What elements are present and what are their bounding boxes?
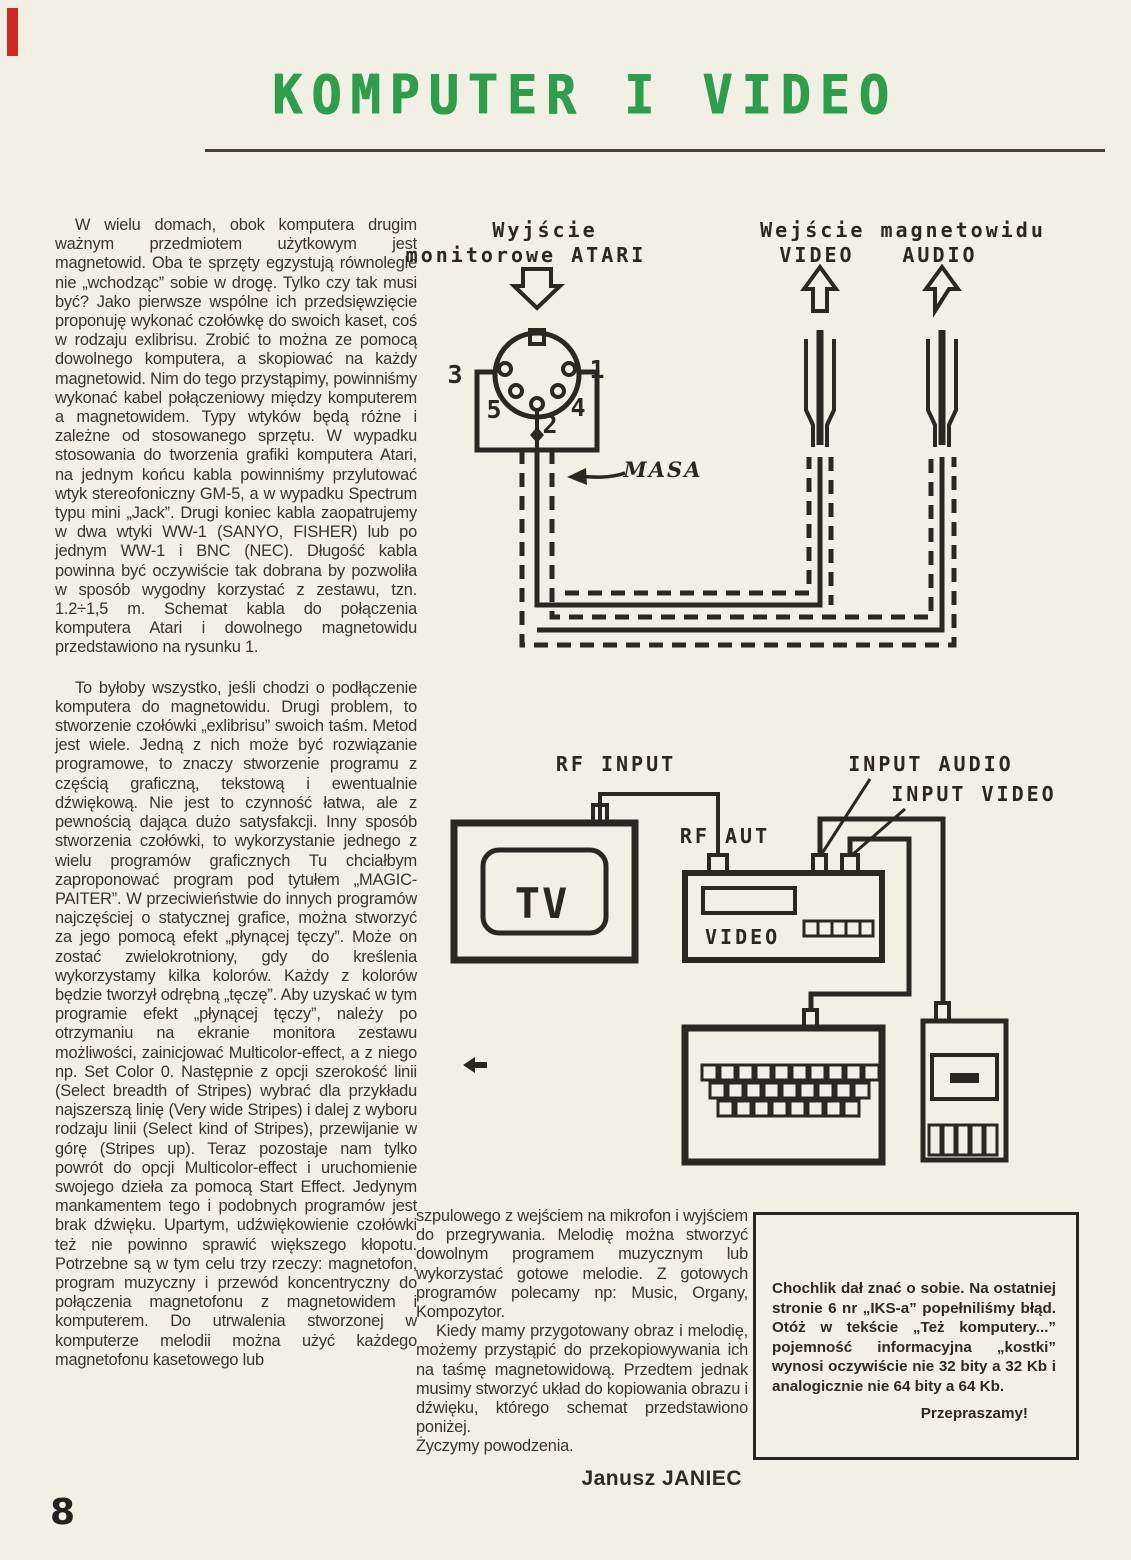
keyboard-keys	[702, 1065, 879, 1116]
pin-number: 4	[570, 393, 586, 422]
masa-ground-label: MASA	[623, 457, 703, 482]
pin-number: 5	[486, 395, 502, 424]
input-audio-label: INPUT AUDIO	[848, 752, 1014, 776]
paragraph: szpulowego z wejściem na mikrofon i wyjściem do przegrywania. Melodię można stworzyć dowolnym programem muzycznym lub wykorzystać gotowe melodie. Z gotowych programów polecamy np: Music, Organy, Kompozytor.	[416, 1207, 748, 1322]
vcr-buttons	[804, 921, 873, 936]
tv-label: TV	[514, 879, 570, 928]
masa-arrowhead	[567, 468, 587, 485]
video-label: VIDEO	[779, 243, 855, 267]
atari-output-label-line1: Wyjście	[492, 218, 598, 242]
middle-column	[416, 1207, 748, 1488]
pin-number: 1	[589, 355, 605, 384]
page-title: KOMPUTER I VIDEO	[272, 63, 898, 127]
cassette-slot	[950, 1073, 979, 1083]
page-number: 8	[50, 1492, 76, 1533]
arrow-up-icon	[804, 267, 836, 311]
video-pointer-line	[852, 809, 905, 855]
vcr-display	[703, 888, 795, 913]
paragraph: Kiedy mamy przygotowany obraz i melodię, możemy przystąpić do przekopiowywania ich na taśmę magnetowidową. Przedtem jednak musimy stworzyć układ do kopiowania obrazu i dźwięku, którego schemat przedstawiono poniżej.	[416, 1322, 748, 1437]
title-rule	[205, 149, 1105, 152]
video-plug-shell	[827, 339, 834, 447]
red-registration-mark	[7, 8, 18, 56]
video-plug-shell	[806, 339, 813, 447]
copy-setup-diagram	[440, 735, 1090, 1175]
arrow-up-icon	[926, 267, 958, 311]
audio-label: AUDIO	[902, 243, 978, 267]
cassette-socket	[936, 1003, 949, 1021]
arrow-left-tail	[475, 1062, 487, 1068]
audio-plug-shell	[928, 339, 935, 447]
pin-number: 2	[542, 410, 558, 439]
cassette-buttons	[929, 1125, 997, 1155]
erratum-box	[753, 1212, 1079, 1460]
input-video-label: INPUT VIDEO	[891, 782, 1057, 806]
erratum-closing: Przepraszamy!	[920, 1405, 1028, 1422]
rf-input-label: RF INPUT	[555, 752, 677, 776]
atari-output-label-line2: monitorowe ATARI	[405, 243, 647, 267]
paragraph: To byłoby wszystko, jeśli chodzi o podłączenie komputera do magnetowidu. Drugi problem, to stworzenie czołówki „exlibrisu” swoich taśm. Metod jest wiele. Jedną z nich może być rozwiązanie programowe, to znaczy stworzenie programu z częścią graficzną, tekstową i ewentualnie dźwiękową. Nie jest to czynność łatwa, ale z pewnością dająca dużo satysfakcji. Inny sposób stworzenia czołówki, to wykorzystanie jednego z wielu programów graficznych Tu chciałbym zaproponować program pod tytułem „MAGIC-PAITER”. W przeciwieństwie do innych programów najczęściej o statycznej grafice, można stworzyć za jego pomocą efekt „płynącej tęczy”. Może on zostać zwielokrotniony, gdy do kreślenia wykorzystamy kilka kolorów. Każdy z kolorów będzie tworzył odrębną „tęczę”. Aby uzyskać w tym programie efekt „płynącej tęczy”, należy po otrzymaniu na ekranie monitora zestawu możliwości, zainicjować Multicolor-effect, a z niego np. Set Color 0. Następnie z opcji szerokość linii (Select breadth of Stripes) wybrać dla przykładu najszerszą linię (Very wide Stripes) i dalej z wyboru rodzaju linii (Select kind of Stripes), przewijanie w górę (Stripes up). Teraz pozostaje nam tylko powrót do opcji Multicolor-effect i uruchomienie swojego dzieła za pomocą Start Effect. Jedynym mankamentem tego i podobnych programów jest brak dźwięku. Upartym, udźwiękowienie czołówki też nie powinno sprawić większego kłopotu. Potrzebne są w tym celu trzy rzeczy: magnetofon, program muzyczny i przewód koncentryczny do połączenia magnetofonu z magnetowidem i komputerem. Do utrwalenia stworzonej w komputerze melodii można użyć każdego magnetofonu kasetowego lub	[55, 678, 417, 1369]
left-column	[55, 216, 417, 1370]
rf-aut-label: RF AUT	[679, 824, 771, 848]
vcr-button-dividers	[818, 921, 860, 936]
arrow-down-icon	[514, 269, 560, 308]
paragraph: Życzymy powodzenia.	[416, 1437, 574, 1456]
paragraph: W wielu domach, obok komputera drugim ważnym przedmiotem użytkowym jest magnetowid. Oba te sprzęty egzystują równolegle nie „wchodząc” sobie w drogę. Tylko czy tak musi być? Jako pierwsze wspólne ich przedsięwzięcie proponuję wykonać czołówkę do swoich kaset, coś w rodzaju exlibrisu. Zrobić to można ze pomocą dowolnego komputera, a skopiować na każdy magnetowid. Nim do tego przystąpimy, powinniśmy wykonać kabel połączeniowy między komputerem a magnetowidem. Typy wtyków będą różne i zależne od stosowanego sprzętu. W wypadku stosowania do tworzenia grafiki komputera Atari, na jednym końcu kabla powinniśmy przylutować wtyk stereofoniczny GM-5, a w wypadku Spectrum typu mini „Jack”. Drugi koniec kabla zaopatrujemy w dwa wtyki WW-1 (SANYO, FISHER) lub po jednym WW-1 i BNC (NEC). Długość kabla powinna być oczywiście tak dobrana by pozwoliła w sposób wygodny korzystać z zestawu, tzn. 1.2÷1,5 m. Schemat kabla do połączenia komputera Atari i dowolnego magnetowidu przedstawiono na rysunku 1.	[55, 216, 417, 657]
vcr-input-label: Wejście magnetowidu	[760, 218, 1046, 242]
author-signature: Janusz JANIEC	[581, 1466, 742, 1490]
erratum-text: Chochlik dał znać o sobie. Na ostatniej stronie 6 nr „IKS-a” popełniliśmy błąd. Otóż w tekście „Też komputery...” pojemność informacyjna „kostki” wynosi oczywiście nie 32 bity a 32 Kb i analogicznie nie 64 bity a 64 Kb.	[772, 1280, 1056, 1395]
cable-wiring-diagram	[405, 205, 1120, 675]
cassette-recorder-box	[923, 1021, 1006, 1160]
vcr-label: VIDEO	[705, 925, 781, 949]
arrow-left-icon	[463, 1057, 475, 1073]
audio-plug-shell	[949, 339, 956, 447]
pin-number: 3	[447, 360, 463, 389]
